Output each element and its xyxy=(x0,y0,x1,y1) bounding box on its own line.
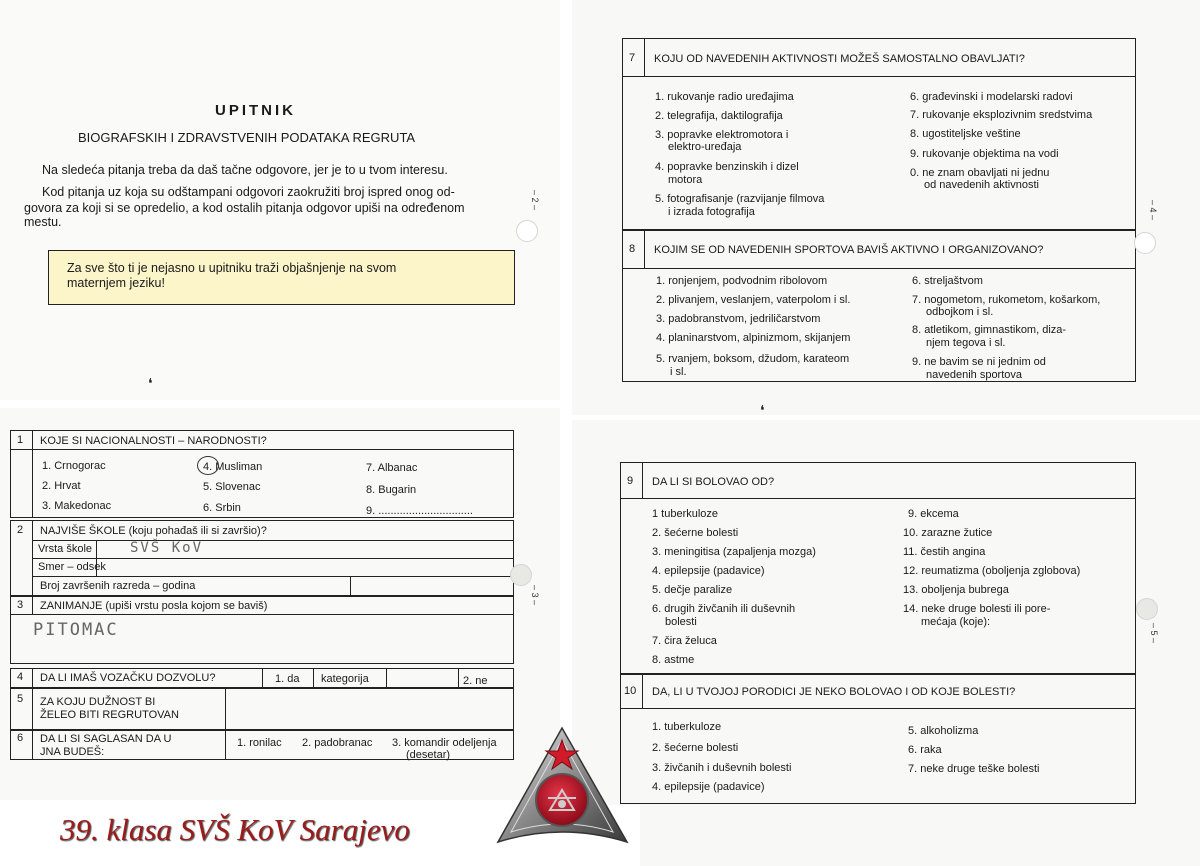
page-number-2: – 2 – xyxy=(530,189,541,211)
q8-number: 8 xyxy=(629,243,636,255)
q6-opt-2[interactable]: 2. padobranac xyxy=(302,737,373,749)
q7-opt-0b: od navedenih aktivnosti xyxy=(924,179,1039,191)
q1-title: KOJE SI NACIONALNOSTI – NARODNOSTI? xyxy=(40,435,267,447)
intro-text-2: Kod pitanja uz koja su odštampani odgovori zaokružiti broj ispred onog od- xyxy=(42,185,455,199)
intro-text-4: mestu. xyxy=(24,215,62,229)
q4-opt-no[interactable]: 2. ne xyxy=(463,675,488,687)
q9-number: 9 xyxy=(627,475,634,487)
q1-opt-5[interactable]: 5. Slovenac xyxy=(203,481,261,493)
q9-title: DA LI SI BOLOVAO OD? xyxy=(652,476,775,488)
q9-opt-10[interactable]: 10. zarazne žutice xyxy=(903,527,993,539)
q7-opt-6[interactable]: 6. građevinski i modelarski radovi xyxy=(910,91,1073,103)
q8-opt-2[interactable]: 2. plivanjem, veslanjem, vaterpolom i sl. xyxy=(656,294,851,306)
q8-opt-4[interactable]: 4. planinarstvom, alpinizmom, skijanjem xyxy=(656,332,851,344)
q8-title: KOJIM SE OD NAVEDENIH SPORTOVA BAVIŠ AKTIVNO I ORGANIZOVANO? xyxy=(654,244,1044,256)
q9-opt-4[interactable]: 4. epilepsije (padavice) xyxy=(652,565,765,577)
intro-text-3: govora za koji si se opredelio, a kod ostalih pitanja odgovor upiši na određenom xyxy=(24,201,465,215)
q10-opt-4[interactable]: 4. epilepsije (padavice) xyxy=(652,781,765,793)
q10-opt-2[interactable]: 2. šećerne bolesti xyxy=(652,742,739,754)
q6-opt-1[interactable]: 1. ronilac xyxy=(237,737,282,749)
left-top-page xyxy=(0,0,560,400)
q4-title: DA LI IMAŠ VOZAČKU DOZVOLU? xyxy=(40,672,216,684)
binding-hole xyxy=(1134,232,1156,254)
q1-opt-8[interactable]: 8. Bugarin xyxy=(366,484,417,496)
binding-hole xyxy=(516,220,538,242)
q9-opt-8[interactable]: 8. astme xyxy=(652,654,695,666)
page-number-5: – 5 – xyxy=(1149,622,1160,644)
form-subtitle: BIOGRAFSKIH I ZDRAVSTVENIH PODATAKA REGRUTA xyxy=(78,130,416,145)
fold-mark: ❛ xyxy=(760,402,765,418)
q8-opt-7[interactable]: 7. nogometom, rukometom, košarkom, xyxy=(912,294,1101,306)
q7-opt-2[interactable]: 2. telegrafija, daktilografija xyxy=(655,110,783,122)
q9-opt-12[interactable]: 12. reumatizma (oboljenja zglobova) xyxy=(903,565,1081,577)
q3-number: 3 xyxy=(17,599,24,611)
q8-opt-1[interactable]: 1. ronjenjem, podvodnim ribolovom xyxy=(656,275,828,287)
binding-hole xyxy=(1136,598,1158,620)
q5-line-1: ZA KOJU DUŽNOST BI xyxy=(40,696,156,708)
q3-answer[interactable]: PITOMAC xyxy=(33,620,119,640)
q8-opt-8[interactable]: 8. atletikom, gimnastikom, diza- xyxy=(912,324,1067,336)
q9-opt-3[interactable]: 3. meningitisa (zapaljenja mozga) xyxy=(652,546,816,558)
q1-circle-mark xyxy=(197,456,219,475)
q8-opt-9[interactable]: 9. ne bavim se ni jednim od xyxy=(912,356,1046,368)
q7-opt-8[interactable]: 8. ugostiteljske veštine xyxy=(910,128,1021,140)
page-number-3: – 3 – xyxy=(530,584,541,606)
intro-text-1: Na sledeća pitanja treba da daš tačne odgovore, jer je to u tvom interesu. xyxy=(42,163,448,177)
q1-opt-1[interactable]: 1. Crnogorac xyxy=(42,460,106,472)
q8-opt-5b: i sl. xyxy=(670,366,687,378)
q6-number: 6 xyxy=(17,732,24,744)
q8-opt-8b: njem tegova i sl. xyxy=(926,337,1006,349)
q1-opt-7[interactable]: 7. Albanac xyxy=(366,462,418,474)
q2-title: NAJVIŠE ŠKOLE (koju pohađaš ili si završio)? xyxy=(40,525,267,537)
q7-opt-9[interactable]: 9. rukovanje objektima na vodi xyxy=(910,148,1059,160)
fold-mark: ❛ xyxy=(148,375,153,391)
q7-opt-3b: elektro-uređaja xyxy=(668,141,742,153)
note-text-2: maternjem jeziku! xyxy=(67,276,165,290)
q7-opt-5b: i izrada fotografija xyxy=(668,206,755,218)
q10-title: DA, LI U TVOJOJ PORODICI JE NEKO BOLOVAO I OD KOJE BOLESTI? xyxy=(652,686,1016,698)
q6-opt-3b: (desetar) xyxy=(406,749,451,761)
note-text-1: Za sve što ti je nejasno u upitniku traži objašnjenje na svom xyxy=(67,261,397,275)
q1-opt-4[interactable]: 4. Musliman xyxy=(203,461,263,473)
q1-opt-3[interactable]: 3. Makedonac xyxy=(42,500,112,512)
q7-opt-4[interactable]: 4. popravke benzinskih i dizel xyxy=(655,161,799,173)
q2-school-type-answer[interactable]: SVŠ KoV xyxy=(130,540,204,556)
q7-title: KOJU OD NAVEDENIH AKTIVNOSTI MOŽEŠ SAMOSTALNO OBAVLJATI? xyxy=(654,53,1025,65)
q2-direction-label: Smer – odsek xyxy=(38,561,106,573)
q6-opt-3a[interactable]: 3. komandir odeljenja xyxy=(392,737,497,749)
q2-grades-label: Broj završenih razreda – godina xyxy=(40,580,196,592)
q9-opt-5[interactable]: 5. dečje paralize xyxy=(652,584,733,596)
q10-number: 10 xyxy=(624,685,637,697)
q1-number: 1 xyxy=(17,434,24,446)
military-badge-icon xyxy=(495,726,630,850)
q1-opt-9[interactable]: 9. ............................... xyxy=(366,505,473,517)
q4-category-label: kategorija xyxy=(321,673,369,685)
q10-opt-6[interactable]: 6. raka xyxy=(908,744,942,756)
q9-opt-6b: bolesti xyxy=(665,616,697,628)
q4-opt-yes[interactable]: 1. da xyxy=(275,673,300,685)
form-title: UPITNIK xyxy=(215,102,296,119)
q2-school-type-label: Vrsta škole xyxy=(38,543,93,555)
q7-number: 7 xyxy=(629,52,636,64)
q7-opt-1[interactable]: 1. rukovanje radio uređajima xyxy=(655,91,794,103)
q7-opt-7[interactable]: 7. rukovanje eksplozivnim sredstvima xyxy=(910,109,1093,121)
q10-opt-7[interactable]: 7. neke druge teške bolesti xyxy=(908,763,1040,775)
q9-opt-2[interactable]: 2. šećerne bolesti xyxy=(652,527,739,539)
q7-opt-4b: motora xyxy=(668,174,703,186)
q1-opt-6[interactable]: 6. Srbin xyxy=(203,502,241,514)
watermark-text: 39. klasa SVŠ KoV Sarajevo xyxy=(60,812,410,847)
q9-opt-13[interactable]: 13. oboljenja bubrega xyxy=(903,584,1009,596)
q8-opt-6[interactable]: 6. streljaštvom xyxy=(912,275,983,287)
q7-opt-0[interactable]: 0. ne znam obavljati ni jednu xyxy=(910,167,1050,179)
q7-opt-5[interactable]: 5. fotografisanje (razvijanje filmova xyxy=(655,193,825,205)
q8-opt-5[interactable]: 5. rvanjem, boksom, džudom, karateom xyxy=(656,353,850,365)
page-number-4: – 4 – xyxy=(1148,199,1159,221)
q5-line-2: ŽELEO BITI REGRUTOVAN xyxy=(40,709,179,721)
q6-line-1: DA LI SI SAGLASAN DA U xyxy=(40,733,172,745)
q8-opt-9b: navedenih sportova xyxy=(926,369,1023,381)
q5-number: 5 xyxy=(17,693,24,705)
q8-opt-7b: odbojkom i sl. xyxy=(926,306,994,318)
q6-line-2: JNA BUDEŠ: xyxy=(40,746,105,758)
q9-opt-11[interactable]: 11. čestih angina xyxy=(903,546,986,558)
q9-opt-9[interactable]: 9. ekcema xyxy=(908,508,959,520)
q7-opt-3[interactable]: 3. popravke elektromotora i xyxy=(655,129,789,141)
q3-title: ZANIMANJE (upiši vrstu posla kojom se baviš) xyxy=(40,600,268,612)
q9-opt-6[interactable]: 6. drugih živčanih ili duševnih xyxy=(652,603,796,615)
binding-hole xyxy=(510,564,532,586)
q9-opt-14b: mećaja (koje): xyxy=(921,616,991,628)
q8-opt-3[interactable]: 3. padobranstvom, jedriličarstvom xyxy=(656,313,821,325)
q1-opt-2[interactable]: 2. Hrvat xyxy=(42,480,81,492)
q9-opt-7[interactable]: 7. čira želuca xyxy=(652,635,717,647)
q2-number: 2 xyxy=(17,524,24,536)
q4-number: 4 xyxy=(17,671,24,683)
q10-opt-3[interactable]: 3. živčanih i duševnih bolesti xyxy=(652,762,792,774)
q9-opt-14[interactable]: 14. neke druge bolesti ili pore- xyxy=(903,603,1051,615)
q10-opt-1[interactable]: 1. tuberkuloze xyxy=(652,721,722,733)
q10-opt-5[interactable]: 5. alkoholizma xyxy=(908,725,979,737)
q9-opt-1[interactable]: 1 tuberkuloze xyxy=(652,508,719,520)
